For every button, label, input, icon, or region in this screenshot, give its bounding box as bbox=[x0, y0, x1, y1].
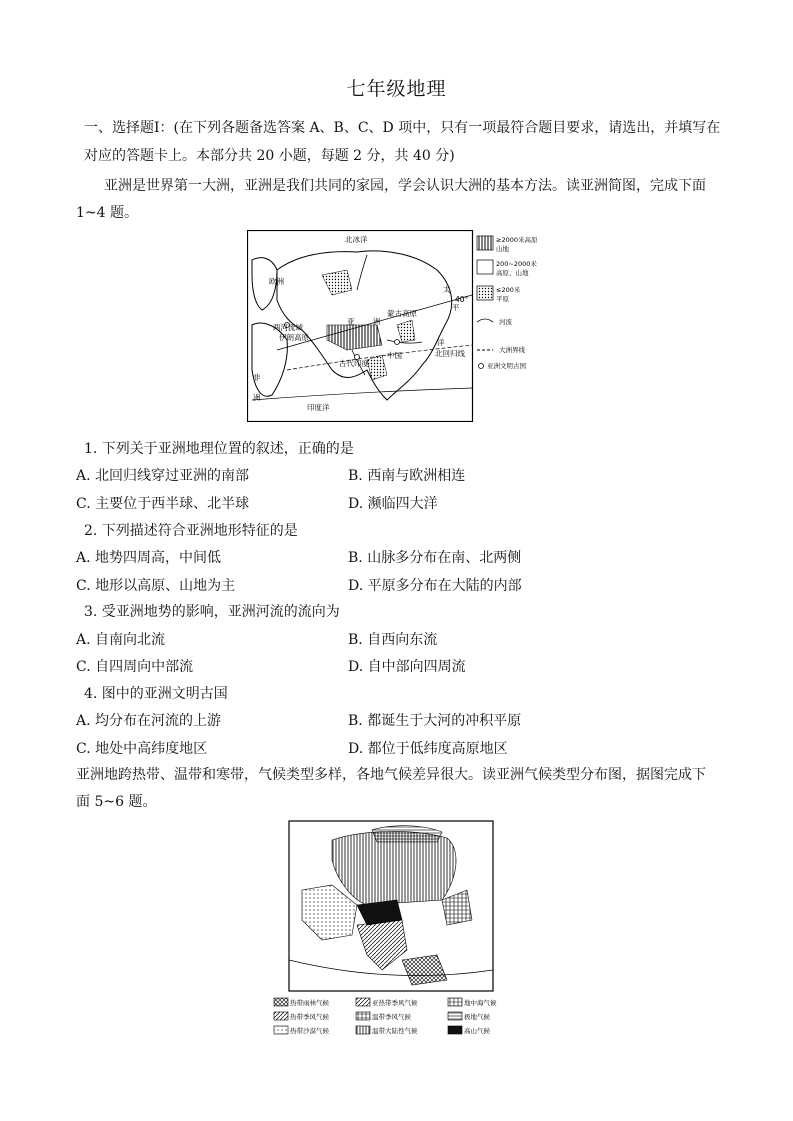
question-1-option-b: B. 西南与欧洲相连 bbox=[348, 468, 466, 484]
question-3-option-d: D. 自中部向四周流 bbox=[348, 659, 466, 675]
legend-mid-1: 200~2000米 bbox=[496, 260, 537, 268]
map2-legend bbox=[274, 998, 497, 1035]
question-2-stem: 2. 下列描述符合亚洲地形特征的是 bbox=[84, 523, 298, 539]
legend-low-1: ≤200米 bbox=[496, 286, 521, 294]
map-label-mesopotamia: 两河流域 bbox=[273, 323, 303, 332]
section-instruction-line1: 一、选择题Ⅰ：(在下列各题备选答案 A、B、C、D 项中，只有一项最符合题目要求，请选出，并填写在 bbox=[84, 120, 721, 136]
question-3-option-b: B. 自西向东流 bbox=[348, 632, 438, 648]
passage2-line1: 亚洲地跨热带、温带和寒带，气候类型多样，各地气候差异很大。读亚洲气候类型分布图，据图完成下 bbox=[76, 767, 706, 783]
asia-climate-map bbox=[272, 820, 528, 1038]
passage1-line2: 1~4 题。 bbox=[76, 205, 138, 221]
question-2-option-a: A. 地势四周高，中间低 bbox=[76, 550, 222, 566]
legend-desert: 热带沙漠气候 bbox=[290, 1027, 329, 1035]
question-3-option-a: A. 自南向北流 bbox=[76, 632, 166, 648]
page-title: 七年级地理 bbox=[346, 78, 447, 100]
map-label-lat40: 40° bbox=[455, 295, 469, 304]
question-4-option-c: C. 地处中高纬度地区 bbox=[76, 741, 208, 757]
map-label-europe-1: 欧洲 bbox=[269, 277, 284, 286]
map-label-arctic: 北冰洋 bbox=[345, 235, 368, 244]
map-label-china: 中国 bbox=[387, 351, 402, 360]
map-label-continent: 洲 bbox=[373, 317, 381, 326]
question-1-option-a: A. 北回归线穿过亚洲的南部 bbox=[76, 468, 250, 484]
map-label-tropic: 北回归线 bbox=[435, 349, 465, 358]
question-2-option-c: C. 地形以高原、山地为主 bbox=[76, 578, 236, 594]
map-label-africa-2: 洲 bbox=[253, 393, 261, 402]
question-3-stem: 3. 受亚洲地势的影响，亚洲河流的流向为 bbox=[84, 604, 340, 620]
civilization-marker bbox=[395, 340, 400, 345]
map-label-pacific-2: 平 bbox=[452, 303, 460, 312]
question-4-option-a: A. 均分布在河流的上游 bbox=[76, 713, 222, 729]
legend-mediterranean: 地中海气候 bbox=[464, 999, 497, 1007]
legend-low-2: 平原 bbox=[496, 295, 509, 303]
section-instruction-line2: 对应的答题卡上。本部分共 20 小题，每题 2 分，共 40 分) bbox=[84, 148, 455, 164]
legend-tropical-monsoon: 热带季风气候 bbox=[290, 1013, 329, 1021]
map-label-pacific-3: 洋 bbox=[437, 338, 445, 347]
question-1-stem: 1. 下列关于亚洲地理位置的叙述，正确的是 bbox=[84, 441, 354, 457]
legend-subtropical-monsoon: 亚热带季风气候 bbox=[372, 999, 418, 1007]
question-2-option-d: D. 平原多分布在大陆的内部 bbox=[348, 578, 522, 594]
map-label-asia: 亚 bbox=[347, 317, 355, 326]
climate-continental bbox=[332, 831, 456, 905]
legend-high-2: 山地 bbox=[496, 245, 509, 253]
map1-legend bbox=[477, 235, 538, 370]
question-1-option-c: C. 主要位于西半球、北半球 bbox=[76, 496, 250, 512]
map-label-africa-1: 非 bbox=[253, 373, 261, 382]
legend-continental: 温带大陆性气候 bbox=[372, 1027, 418, 1035]
question-4-option-b: B. 都诞生于大河的冲积平原 bbox=[348, 713, 522, 729]
legend-rainforest: 热带雨林气候 bbox=[290, 999, 329, 1007]
map-label-indian-ocean: 印度洋 bbox=[307, 403, 330, 412]
legend-boundary: 大洲界线 bbox=[499, 346, 525, 354]
legend-highland: 高山气候 bbox=[464, 1027, 490, 1035]
passage2-line2: 面 5~6 题。 bbox=[76, 794, 157, 810]
question-1-option-d: D. 濒临四大洋 bbox=[348, 496, 438, 512]
question-4-stem: 4. 图中的亚洲文明古国 bbox=[84, 686, 228, 702]
legend-river: 河流 bbox=[499, 318, 512, 326]
legend-mid-2: 高原、山地 bbox=[496, 269, 529, 277]
map-label-india: 古代印度 bbox=[339, 359, 369, 368]
legend-polar: 极地气候 bbox=[464, 1013, 490, 1021]
legend-temperate-monsoon: 温带季风气候 bbox=[372, 1013, 411, 1021]
question-4-option-d: D. 都位于低纬度高原地区 bbox=[348, 741, 508, 757]
passage1-line1: 亚洲是世界第一大洲，亚洲是我们共同的家园，学会认识大洲的基本方法。读亚洲简图，完成下面 bbox=[104, 178, 706, 194]
asia-terrain-map bbox=[247, 230, 553, 422]
map-label-pacific-1: 太 bbox=[443, 285, 451, 294]
map-label-iran: 伊朗高原 bbox=[279, 333, 309, 342]
map-label-mongolia: 蒙古高原 bbox=[387, 309, 417, 318]
question-3-option-c: C. 自四周向中部流 bbox=[76, 659, 194, 675]
legend-high-1: ≥2000米高原 bbox=[496, 236, 538, 244]
legend-civilization: 亚洲文明古国 bbox=[487, 362, 526, 370]
question-2-option-b: B. 山脉多分布在南、北两侧 bbox=[348, 550, 522, 566]
